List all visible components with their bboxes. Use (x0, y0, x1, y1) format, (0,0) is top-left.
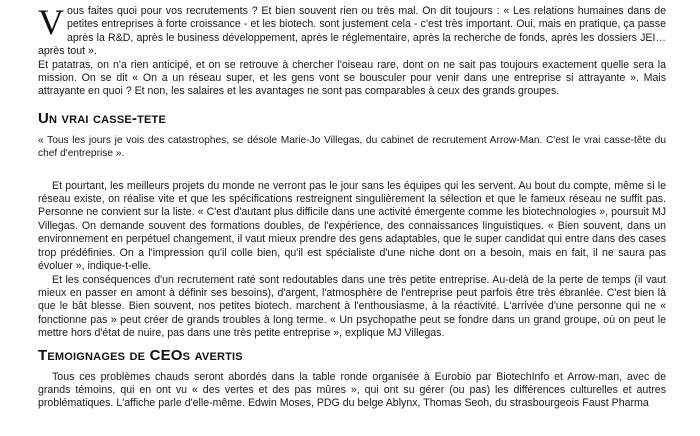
body-paragraph-1: Et pourtant, les meilleurs projets du monde ne verront pas le jour sans les équipes qui les servent. Au bout du compte, même si le réseau existe, on réalise vite et que les spécifications restreignent singulièrement la sélection et que le fameux réseau ne suffit pas. Personne ne convient sur la liste. « C'est d'autant plus difficile dans une activité émergente comme les biotechnologies », poursuit MJ Villegas. On demande souvent des formations doubles, de l'expérience, des connaissances linguistiques. « Bien souvent, dans un environnement en perpétuel changement, il vaut mieux prendre des gens adaptables, que le super candidat qui entre dans des cases trop prédéfinies. On a l'impression qu'il colle bien, qu'il est spécialiste d'une niche dont on a besoin, mais en fait, il ne saura pas évoluer », indique-t-elle. (38, 179, 666, 273)
intro-text: ous faites quoi pour vos recrutements ? Et bien souvent rien ou très mal. On dit toujours : « Les relations humaines dans de petites entreprises à forte croissance - et les biotech. sont justement cela - c'est très important. Oui, mais en pratique, ça passe après la R&D, après le business développement, après le réglementaire, après la recherche de fonds, après les dossiers JEI… après tout ». (38, 5, 666, 58)
drop-cap: V (38, 2, 64, 42)
body-paragraph-2-text: Et les conséquences d'un recrutement raté sont redoutables dans une très petite entreprise. Au-delà de la perte de temps (il vaut mieux en passer en amont à définir ses besoins), d'argent, l'atmosphère de l'entreprise peut parfois être très ébranlée. C'est bien là que le bât blesse. Bien souvent, nos petites biotech. marchent à l'enthousiasme, à la réactivité. L'arrivée d'une personne qui ne « fonctionne pas » peut créer de grands troubles à long terme. (38, 273, 666, 326)
body-paragraph-3: Tous ces problèmes chauds seront abordés dans la table ronde organisée à Eurobio par BiotechInfo et Arrow-man, avec de grands témoins, qui en ont vu « des vertes et des pas mûres », qui ont su gérer (ou pas) les différences culturelles et autres problématiques. L'affiche parle d'elle-même. Edwin Moses, PDG du belge Ablynx, Thomas Seoh, du strasbourgeois Faust Pharma (38, 370, 666, 410)
section-heading-casse-tete: Un vrai casse-tete (38, 109, 166, 127)
quote-paragraph: « Tous les jours je vois des catastrophes, se désole Marie-Jo Villegas, du cabinet de recrutement Arrow-Man. C'est le vrai casse-tête du chef d'entreprise ». (38, 134, 666, 160)
intro-paragraph (38, 0, 666, 59)
body-paragraph-2 (38, 274, 666, 341)
body-paragraph-2-quote: « Un psychopathe peut se fondre dans un grand groupe, où on peut le mettre hors d'état de nuire, pas dans une très petite entreprise », explique MJ Villegas. (38, 313, 666, 340)
section-heading-temoignages: Temoignages de CEOs avertis (38, 346, 243, 364)
intro-paragraph-2: Et patatras, on n'a rien anticipé, et on se retrouve à chercher l'oiseau rare, dont on ne sait pas toujours exactement quelle sera la mission. On se dit « On a un réseau super, et les gens vont se bousculer pour venir dans une entreprise si attrayante ». Mais attrayante en quoi ? Et non, les salaires et les avantages ne sont pas comparables à ceux des grands groupes. (38, 58, 666, 98)
